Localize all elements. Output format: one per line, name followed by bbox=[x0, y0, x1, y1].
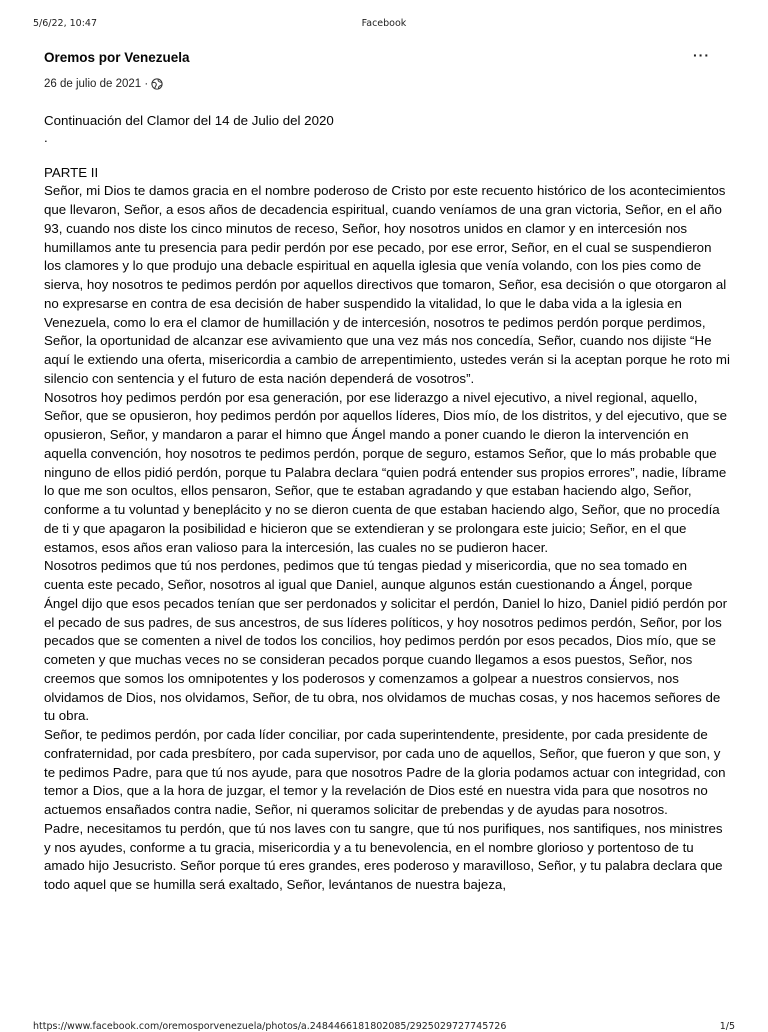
post-paragraph: Señor, te pedimos perdón, por cada líder conciliar, por cada superintendente, presidente, por cada presidente de confraternidad, por cada presbítero, por cada supervisor, por cada uno de aquellos, Señor, que fueron y que son, y te pedimos Padre, para que tú nos ayude, para que nosotros Padre de la gloria podamos actuar con integridad, con temor a Dios, que a la hora de juzgar, el temor y la revelación de Dios esté en nuestra vida para que nosotros no actuemos ensañados contra nadie, Señor, ni queramos solicitar de prebendas y de ayudas para nosotros. bbox=[44, 727, 726, 817]
print-url: https://www.facebook.com/oremosporvenezuela/photos/a.2484466181802085/2925029727745726 bbox=[33, 1021, 507, 1032]
post-paragraph: Padre, necesitamos tu perdón, que tú nos laves con tu sangre, que tú nos purifiques, nos santifiques, nos ministres y nos ayudes, conforme a tu gracia, misericordia y a tu benevolencia, en el nombre glorioso y portentoso de tu amado hijo Jesucristo. Señor porque tú eres grandes, eres poderoso y maravilloso, Señor, y tu palabra declara que todo aquel que se humilla será exaltado, Señor, levántanos de nuestra bajeza, bbox=[44, 820, 723, 892]
post-header bbox=[44, 48, 730, 106]
post-meta bbox=[44, 78, 163, 90]
print-datetime: 5/6/22, 10:47 bbox=[33, 18, 97, 29]
more-options-button[interactable]: ··· bbox=[693, 47, 710, 63]
post-part-heading: PARTE II bbox=[44, 164, 99, 180]
post-paragraph: Señor, mi Dios te damos gracia en el nombre poderoso de Cristo por este recuento histórico de los acontecimientos que llevaron, Señor, a esos años de decadencia espiritual, cuando veníamos de una gran victoria, Señor, en el año 93, cuando nos diste los cinco minutos de receso, Señor, hoy nosotros unidos en clamor y en intercesión nos humillamos ante tu presencia para pedir perdón por ese pecado, por ese error, Señor, en el cual se suspendieron los clamores y lo que produjo una debacle espiritual en aquella iglesia que venía volando, con los pies como de sierva, hoy nosotros te pedimos perdón por aquellos directivos que tomaron, Señor, esa decisión o que otorgaron al no expresarse en contra de esa decisión de haber suspendido la vitalidad, lo que le daba vida a la iglesia en Venezuela, como lo era el clamor de humillación y de intercesión, nosotros te pedimos perdón porque perdimos, Señor, la oportunidad de alcanzar ese avivamiento que una vez más nos concedía, Señor, cuando nos dijiste “He aquí le extiendo una oferta, misericordia a cambio de arrepentimiento, ustedes verán si la aceptan porque he roto mi silencio con sentencia y el futuro de esta nación dependerá de vosotros”. bbox=[44, 183, 730, 386]
post-title: Continuación del Clamor del 14 de Julio del 2020 bbox=[44, 113, 334, 128]
post-paragraph: Nosotros pedimos que tú nos perdones, pedimos que tú tengas piedad y misericordia, que no sea tomado en cuenta este pecado, Señor, nosotros al igual que Daniel, aunque algunos están cuestionando a Ángel, porque Ángel dijo que esos pecados tenían que ser perdonados y solicitar el perdón, Daniel lo hizo, Daniel pidió perdón por el pecado de sus padres, de sus ancestros, de sus líderes políticos, y hoy nosotros pedimos perdón, Señor, por los pecados que se comenten a nivel de todos los concilios, hoy pedimos perdón por esos pecados, Dios mío, que se cometen y que muchas veces no se consideran pecados porque cuando llegamos a esos puestos, Señor, nos creemos que somos los omnipotentes y los poderosos y comenzamos a golpear a nuestros consiervos, nos olvidamos de Dios, nos olvidamos, Señor, de tu obra, nos olvidamos de muchas cosas, y nos hacemos señores de tu obra. bbox=[44, 558, 728, 724]
post-author-link[interactable]: Oremos por Venezuela bbox=[44, 50, 190, 65]
post-body bbox=[44, 112, 730, 895]
print-page-number: 1/5 bbox=[719, 1021, 735, 1032]
facebook-post bbox=[44, 48, 730, 895]
globe-icon bbox=[151, 78, 163, 90]
post-date-link[interactable]: 26 de julio de 2021 · bbox=[44, 78, 149, 90]
post-paragraph: Nosotros hoy pedimos perdón por esa generación, por ese liderazgo a nivel ejecutivo, a nivel regional, aquello, Señor, que se opusieron, hoy pedimos perdón por aquellos líderes, Dios mío, de los distritos, y del ejecutivo, que se opusieron, Señor, y mandaron a parar el himno que Ángel mando a poner cuando le dieron la intervención en aquella convención, hoy nosotros te pedimos perdón, porque de seguro, estamos Señor, que lo más probable que ninguno de ellos pidió perdón, porque tu Palabra declara “quien podrá entender sus propios errores”, nadie, líbrame lo que me son ocultos, ellos pensaron, Señor, que te estaban agradando y que estaban haciendo algo, Señor, conforme a tu voluntad y beneplácito y no se dieron cuenta de que estaban haciendo algo, Señor, que no procedía de ti y que apagaron la posibilidad e hicieron que se extendieran y se prolongara este juicio; Señor, en el que estamos, esos años eran valioso para la intercesión, las cuales no se pudieron hacer. bbox=[44, 389, 727, 555]
print-page-title: Facebook bbox=[361, 18, 407, 29]
post-dot: . bbox=[44, 129, 48, 145]
